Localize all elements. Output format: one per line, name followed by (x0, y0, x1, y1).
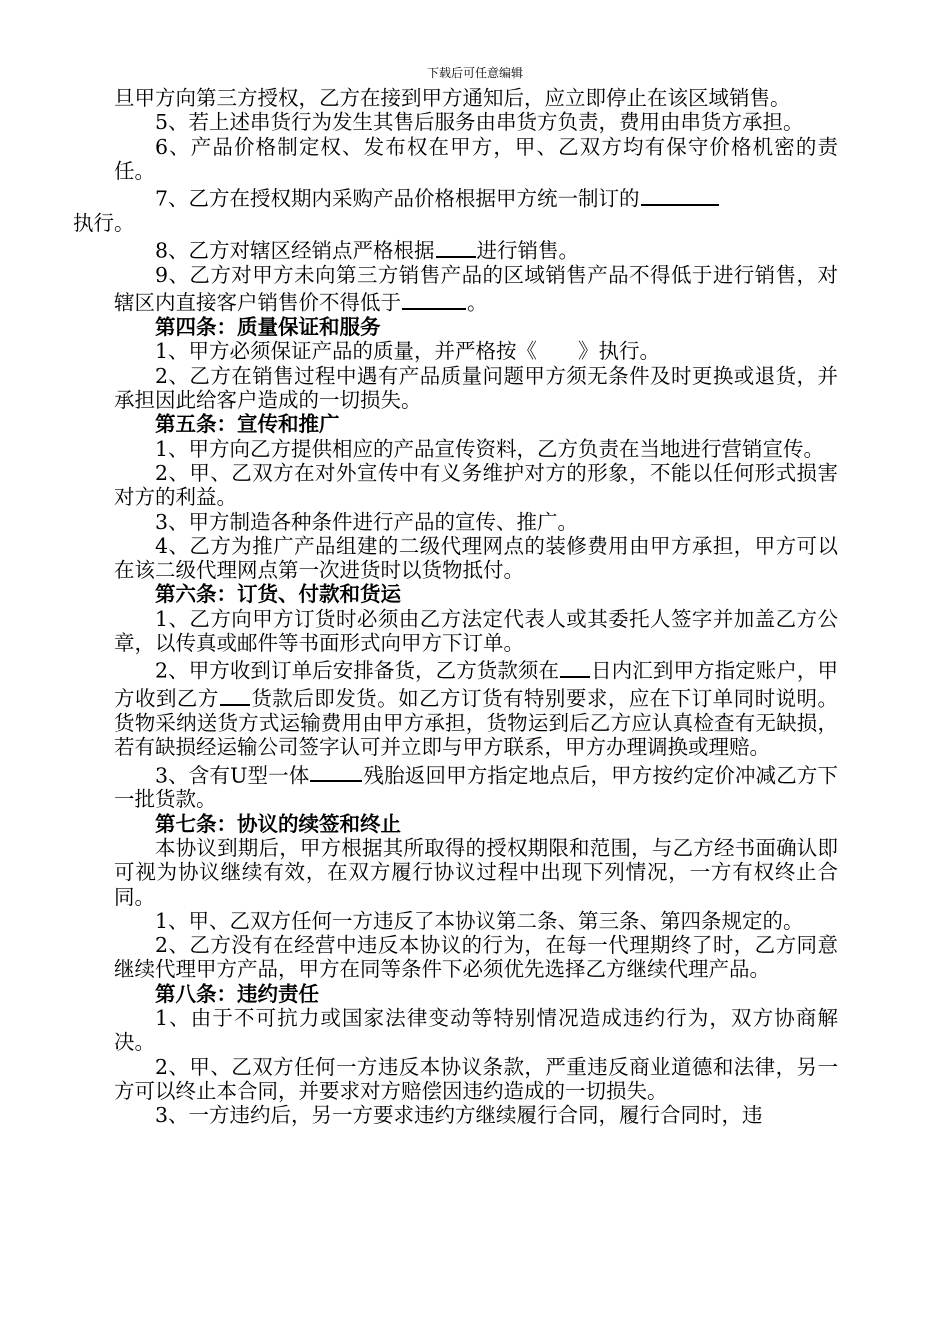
clause-7-2: 2、乙方没有在经营中违反本协议的行为，在每一代理期终了时，乙方同意继续代理甲方产品，甲方在同等条件下必须优先选择乙方继续代理产品。 (114, 933, 838, 982)
fill-in-blank (220, 683, 250, 706)
clause-3-5: 5、若上述串货行为发生其售后服务由串货方负责，费用由串货方承担。 (155, 110, 804, 135)
fill-in-blank (402, 287, 466, 310)
clause-text: 残胎返回甲方指定地点后，甲方按约定价冲减乙方下一批货款。 (114, 763, 839, 812)
clause-6-2 (114, 655, 838, 759)
clause-5-3: 3、甲方制造各种条件进行产品的宣传、推广。 (155, 509, 579, 534)
clause-8-3: 3、一方违约后，另一方要求违约方继续履行合同，履行合同时，违 (155, 1103, 763, 1128)
clause-8-2: 2、甲、乙双方任何一方违反本协议条款，严重违反商业道德和法律，另一方可以终止本合同，并要求对方赔偿因违约造成的一切损失。 (114, 1054, 838, 1103)
clause-6-3 (114, 760, 838, 812)
clause-text: 7、乙方在授权期内采购产品价格根据甲方统一制订的 (155, 186, 640, 211)
fill-in-blank (310, 760, 362, 783)
fill-in-blank (436, 235, 476, 258)
clause-3-7 (73, 183, 838, 235)
article-7-intro: 本协议到期后，甲方根据其所取得的授权期限和范围，与乙方经书面确认即可视为协议继续有效，在双方履行协议过程中出现下列情况，一方有权终止合同。 (114, 835, 838, 909)
clause-3-6: 6、产品价格制定权、发布权在甲方，甲、乙双方均有保守价格机密的责任。 (114, 134, 838, 183)
document-body (73, 86, 839, 1128)
clause-text: 8、乙方对辖区经销点严格根据 (155, 238, 435, 263)
clause-3-8 (114, 235, 838, 263)
clause-text: 。 (467, 290, 488, 315)
clause-4-2: 2、乙方在销售过程中遇有产品质量问题甲方须无条件及时更换或退货，并承担因此给客户造成的一切损失。 (114, 363, 838, 413)
clause-4-1: 1、甲方必须保证产品的质量，并严格按《 》执行。 (155, 339, 661, 364)
fill-in-blank (641, 183, 719, 206)
clause-text: 日内汇到甲方指定账户，甲方收到乙方 (114, 658, 838, 711)
clause-5-2: 2、甲、乙双方在对外宣传中有义务维护对方的形象，不能以任何形式损害对方的利益。 (114, 460, 838, 510)
article-8-heading: 第八条：违约责任 (155, 981, 319, 1006)
fill-in-blank (560, 655, 590, 678)
clause-text: 2、甲方收到订单后安排备货，乙方货款须在 (155, 658, 560, 683)
clause-5-1: 1、甲方向乙方提供相应的产品宣传资料，乙方负责在当地进行营销宣传。 (155, 436, 825, 461)
paragraph: 旦甲方向第三方授权，乙方在接到甲方通知后，应立即停止在该区域销售。 (114, 86, 791, 110)
clause-text: 3、含有U型一体 (155, 763, 310, 788)
article-5-heading: 第五条：宣传和推广 (155, 412, 340, 437)
clause-text: 9、乙方对甲方未向第三方销售产品的区域销售产品不得低于进行销售，对辖区内直接客户销售价不得低于 (114, 263, 838, 315)
clause-8-1: 1、由于不可抗力或国家法律变动等特别情况造成违约行为，双方协商解决。 (114, 1005, 838, 1055)
clause-text: 执行。 (73, 210, 135, 235)
clause-6-1: 1、乙方向甲方订货时必须由乙方法定代表人或其委托人签字并加盖乙方公章，以传真或邮件等书面形式向甲方下订单。 (114, 606, 838, 656)
clause-5-4: 4、乙方为推广产品组建的二级代理网点的装修费用由甲方承担，甲方可以在该二级代理网点第一次进货时以货物抵付。 (114, 533, 838, 583)
clause-3-9 (114, 263, 838, 315)
clause-text: 货款后即发货。如乙方订货有特别要求，应在下订单同时说明。货物采纳送货方式运输费用由甲方承担，货物运到后乙方应认真检查有无缺损，若有缺损经运输公司签字认可并立即与甲方联系，甲方办理调换或理赔。 (114, 686, 839, 760)
clause-7-1: 1、甲、乙双方任何一方违反了本协议第二条、第三条、第四条规定的。 (155, 908, 804, 933)
page-header-note: 下载后可任意编辑 (426, 66, 523, 80)
article-6-heading: 第六条：订货、付款和货运 (155, 582, 401, 607)
article-7-heading: 第七条：协议的续签和终止 (155, 811, 401, 836)
clause-text: 进行销售。 (476, 238, 580, 263)
article-4-heading: 第四条：质量保证和服务 (155, 315, 381, 340)
